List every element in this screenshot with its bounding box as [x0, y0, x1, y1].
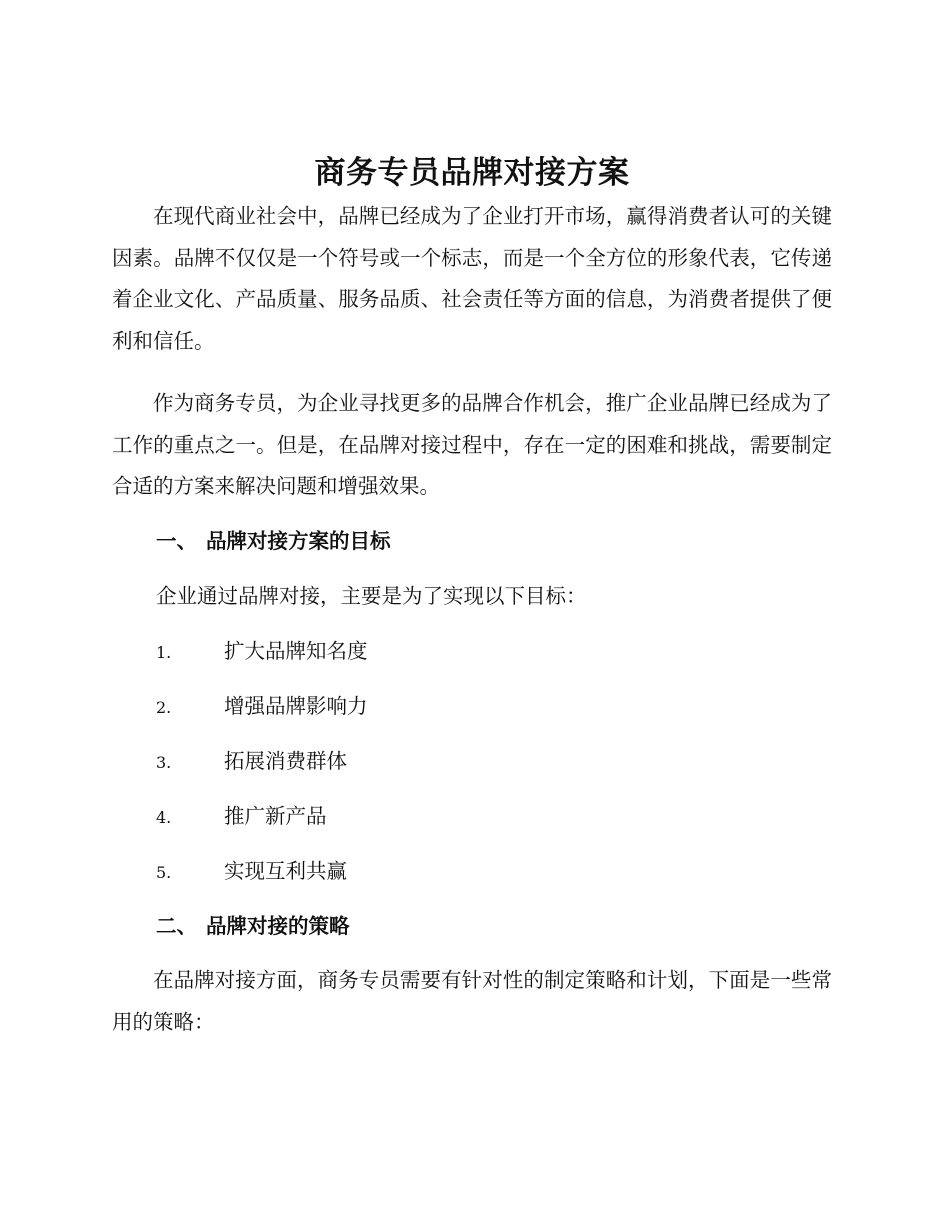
section-2-number: 二、 — [156, 914, 197, 938]
section-2-paragraph: 在品牌对接方面，商务专员需要有针对性的制定策略和计划，下面是一些常用的策略： — [112, 968, 832, 1034]
list-item — [156, 691, 368, 723]
list-item-number: 5. — [156, 863, 172, 882]
section-2-title: 品牌对接的策略 — [206, 914, 350, 938]
list-item — [156, 636, 368, 668]
list-item-text: 实现互利共赢 — [224, 859, 347, 883]
list-item-text: 扩大品牌知名度 — [224, 639, 368, 663]
list-item-text: 增强品牌影响力 — [224, 694, 368, 718]
list-item-number: 2. — [156, 698, 172, 717]
list-item — [156, 856, 347, 888]
intro-paragraph-2: 作为商务专员，为企业寻找更多的品牌合作机会，推广企业品牌已经成为了工作的重点之一。但是，在品牌对接过程中，存在一定的困难和挑战，需要制定合适的方案来解决问题和增强效果。 — [112, 391, 832, 498]
section-1-title: 品牌对接方案的目标 — [206, 529, 391, 553]
list-item-number: 4. — [156, 808, 172, 827]
section-2-heading — [156, 911, 350, 941]
list-item-number: 3. — [156, 753, 172, 772]
document-title: 商务专员品牌对接方案 — [314, 155, 630, 191]
list-item-text: 推广新产品 — [224, 804, 327, 828]
section-1-intro: 企业通过品牌对接，主要是为了实现以下目标： — [156, 584, 587, 608]
section-1-number: 一、 — [156, 529, 197, 553]
section-1-heading — [156, 526, 391, 556]
list-item — [156, 801, 327, 833]
list-item-number: 1. — [156, 643, 172, 662]
document-page — [112, 0, 832, 1230]
list-item-text: 拓展消费群体 — [224, 749, 347, 773]
list-item — [156, 746, 347, 778]
intro-paragraph-1: 在现代商业社会中，品牌已经成为了企业打开市场，赢得消费者认可的关键因素。品牌不仅仅是一个符号或一个标志，而是一个全方位的形象代表，它传递着企业文化、产品质量、服务品质、社会责任等方面的信息，为消费者提供了便利和信任。 — [112, 204, 832, 353]
